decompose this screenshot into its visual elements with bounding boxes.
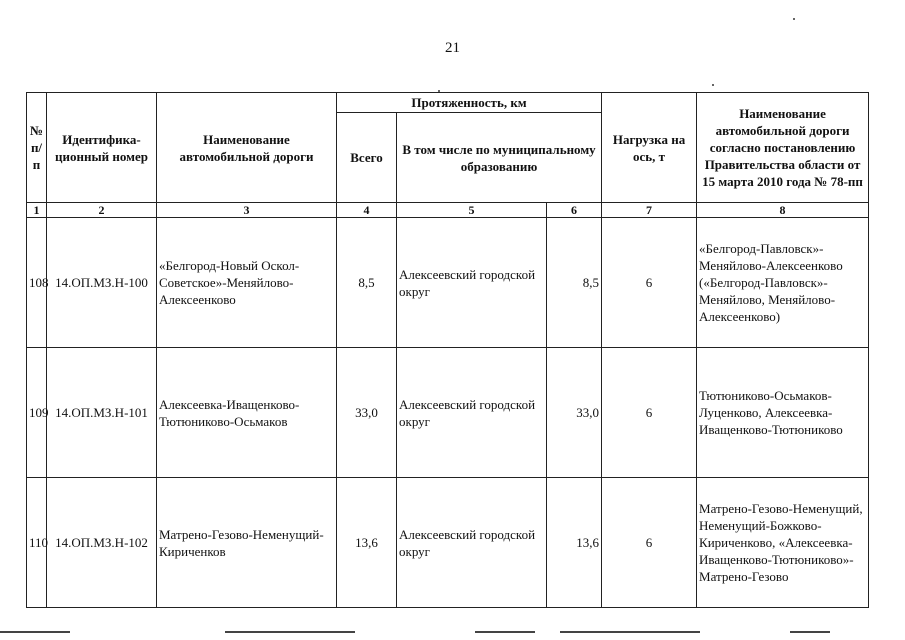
table-row <box>27 478 869 608</box>
scan-edge-line <box>475 631 535 633</box>
scan-speck <box>793 18 795 20</box>
scan-edge-line <box>0 631 70 633</box>
row-number: 109 <box>27 348 47 478</box>
decree-road-name: Матрено-Гезово-Неменущий, Неменущий-Божково-Кириченково, «Алексеевка-Иващенково-Тютюниково»-Матрено-Гезово <box>697 478 869 608</box>
scan-edge-line <box>225 631 355 633</box>
scan-edge-line <box>790 631 830 633</box>
column-number-row <box>27 203 869 218</box>
road-id: 14.ОП.МЗ.Н-101 <box>47 348 157 478</box>
district-length: 33,0 <box>547 348 602 478</box>
column-number: 4 <box>337 203 397 218</box>
row-number: 108 <box>27 218 47 348</box>
district-length: 13,6 <box>547 478 602 608</box>
total-length: 13,6 <box>337 478 397 608</box>
column-number: 6 <box>547 203 602 218</box>
road-id: 14.ОП.МЗ.Н-100 <box>47 218 157 348</box>
header-id: Идентифика-ционный номер <box>47 93 157 203</box>
header-incl: В том числе по муниципальному образованию <box>397 113 602 203</box>
row-number: 110 <box>27 478 47 608</box>
column-number: 3 <box>157 203 337 218</box>
district-name: Алексеевский городской округ <box>397 218 547 348</box>
column-number: 7 <box>602 203 697 218</box>
column-number: 2 <box>47 203 157 218</box>
roads-table <box>26 92 869 608</box>
header-decree-name: Наименование автомобильной дороги согласно постановлению Правительства области от 15 марта 2010 года № 78-пп <box>697 93 869 203</box>
district-name: Алексеевский городской округ <box>397 478 547 608</box>
axle-load: 6 <box>602 218 697 348</box>
page-number: 21 <box>445 40 460 56</box>
header-row <box>27 93 869 113</box>
column-number: 8 <box>697 203 869 218</box>
road-id: 14.ОП.МЗ.Н-102 <box>47 478 157 608</box>
axle-load: 6 <box>602 348 697 478</box>
header-name: Наименование автомобильной дороги <box>157 93 337 203</box>
header-num: № п/п <box>27 93 47 203</box>
total-length: 33,0 <box>337 348 397 478</box>
scan-speck <box>712 84 714 86</box>
total-length: 8,5 <box>337 218 397 348</box>
district-length: 8,5 <box>547 218 602 348</box>
table-row <box>27 348 869 478</box>
decree-road-name: Тютюниково-Осьмаков-Луценково, Алексеевка-Иващенково-Тютюниково <box>697 348 869 478</box>
scan-edge-line <box>560 631 700 633</box>
header-length-group: Протяженность, км <box>337 93 602 113</box>
column-number: 1 <box>27 203 47 218</box>
decree-road-name: «Белгород-Павловск»-Меняйлово-Алексеенково («Белгород-Павловск»-Меняйлово, Меняйлово-Алексеенково) <box>697 218 869 348</box>
road-name: «Белгород-Новый Оскол-Советское»-Меняйлово-Алексеенково <box>157 218 337 348</box>
road-name: Алексеевка-Иващенково-Тютюниково-Осьмаков <box>157 348 337 478</box>
district-name: Алексеевский городской округ <box>397 348 547 478</box>
header-load: Нагрузка на ось, т <box>602 93 697 203</box>
column-number: 5 <box>397 203 547 218</box>
table-row <box>27 218 869 348</box>
road-name: Матрено-Гезово-Неменущий-Кириченков <box>157 478 337 608</box>
axle-load: 6 <box>602 478 697 608</box>
header-total: Всего <box>337 113 397 203</box>
